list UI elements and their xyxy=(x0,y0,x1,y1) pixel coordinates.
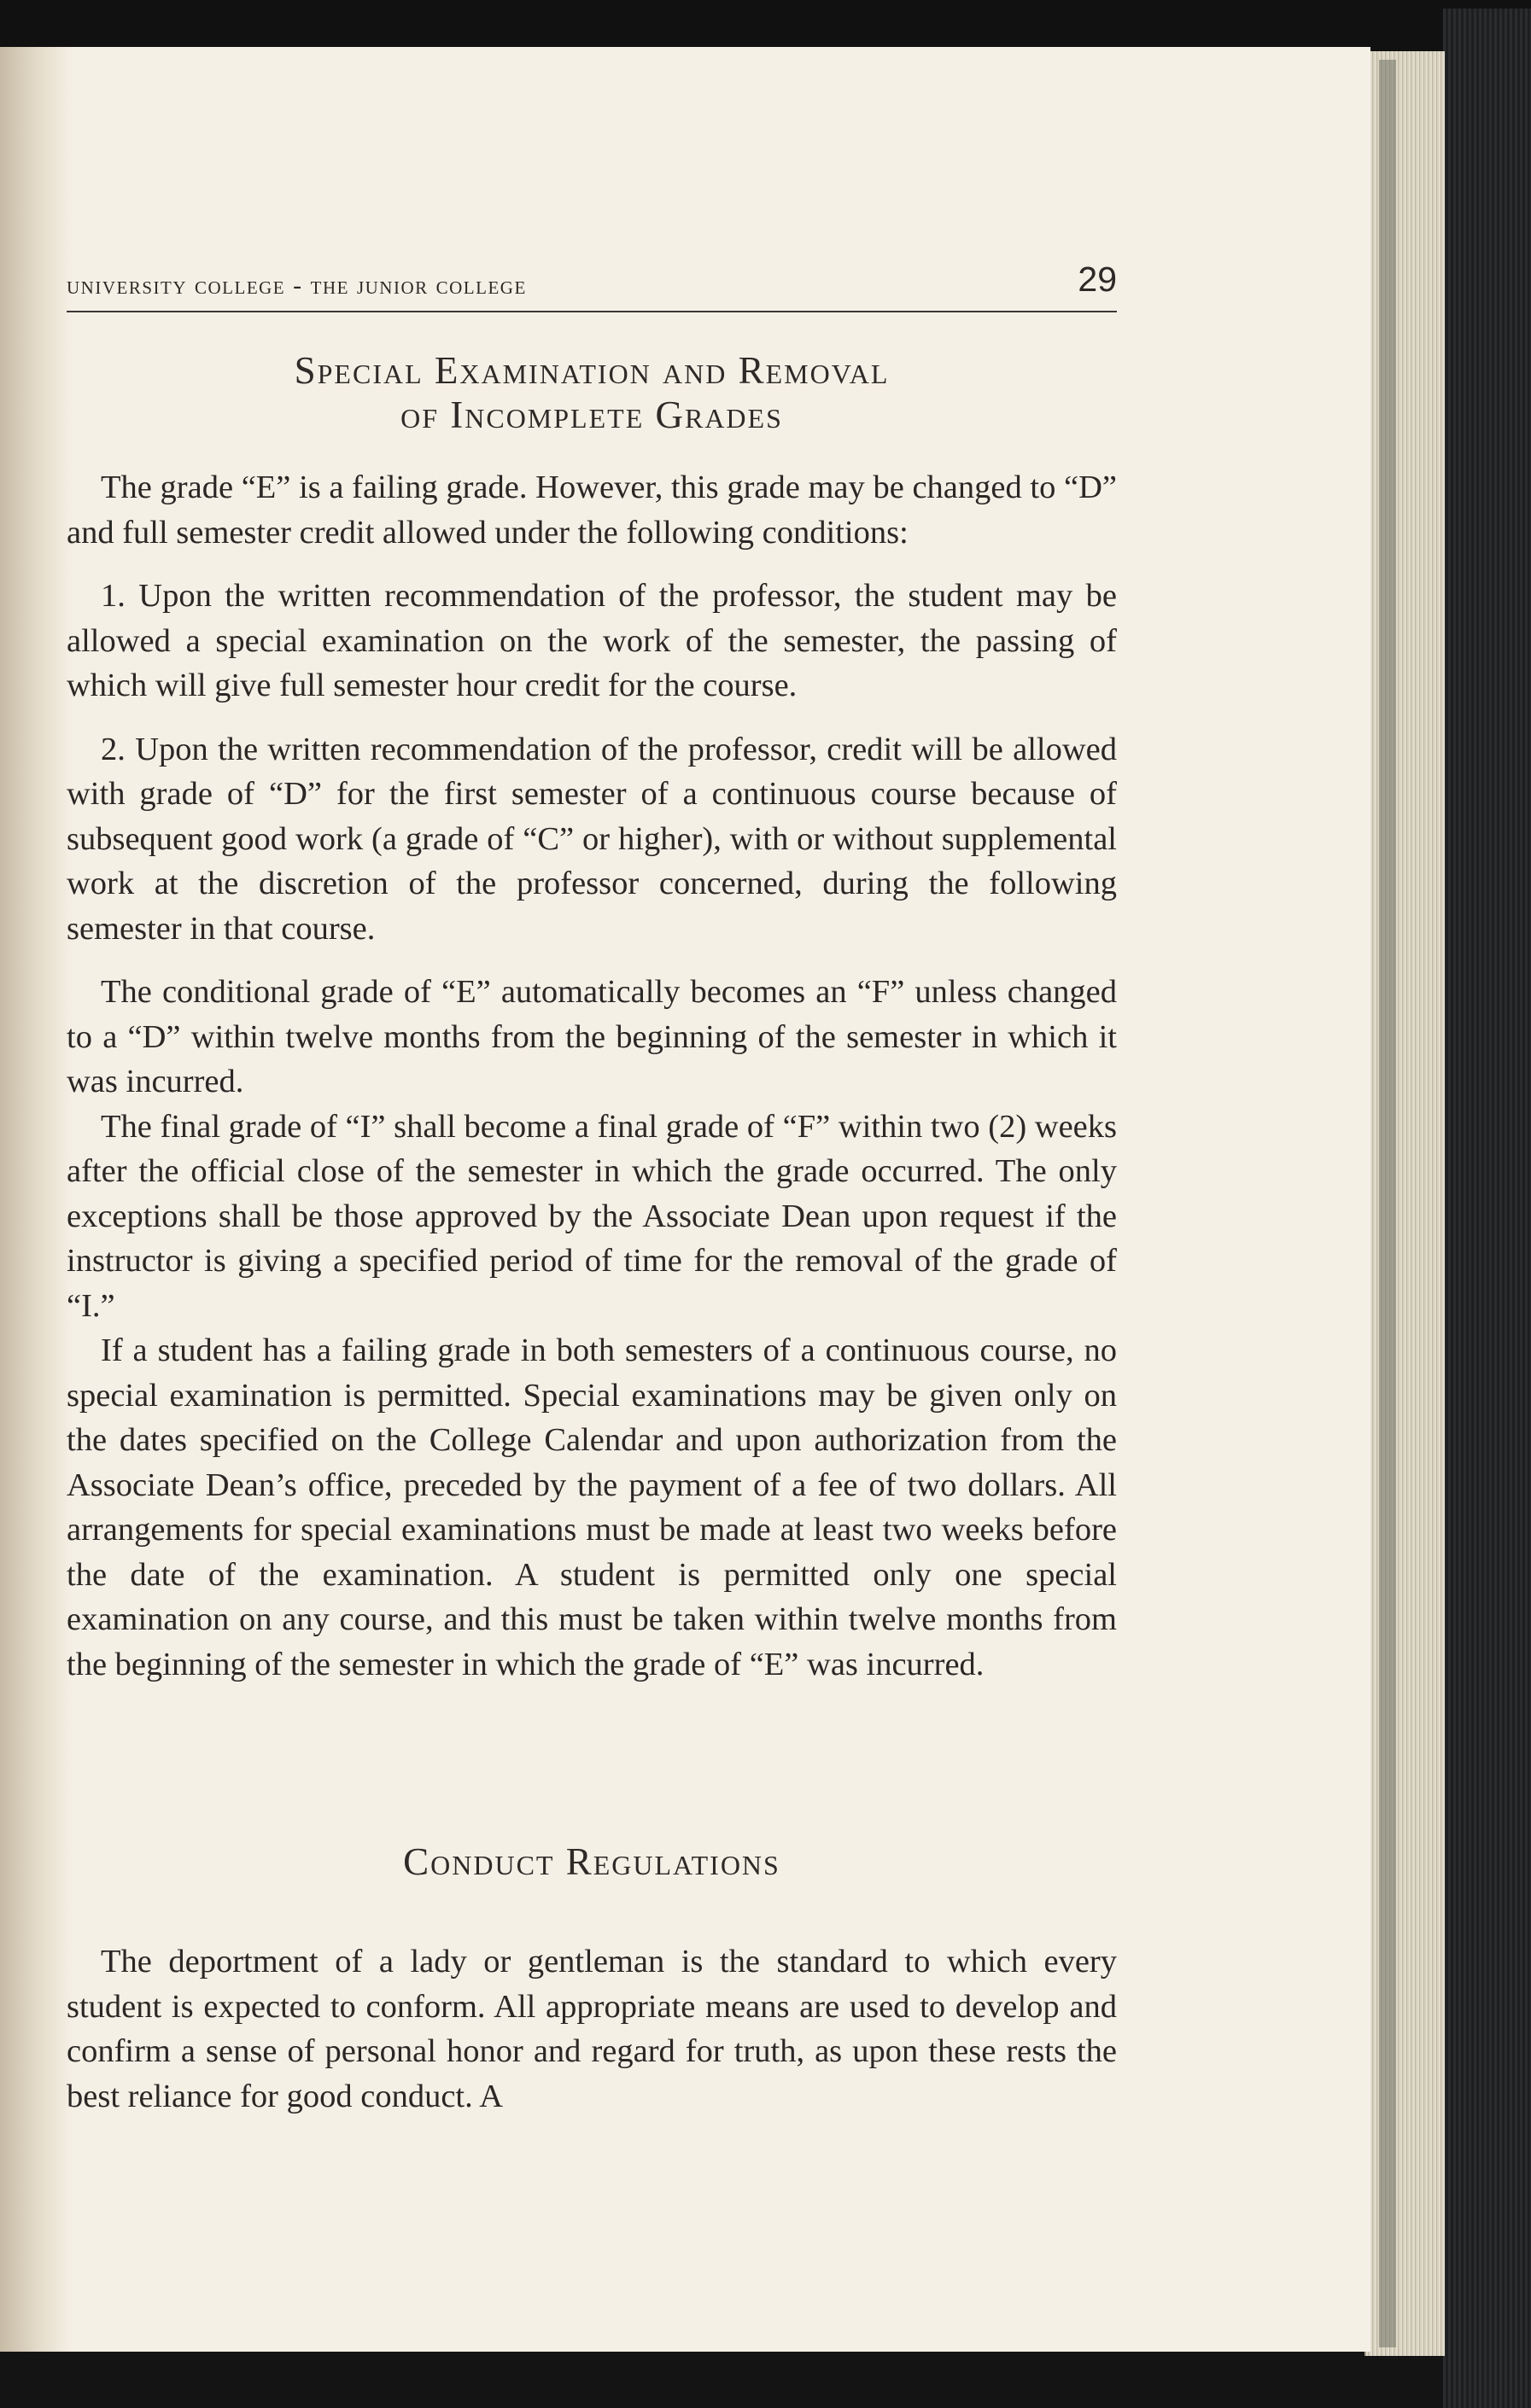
paragraph-intro: The grade “E” is a failing grade. However, this grade may be changed to “D” and full semester credit allowed under the following conditions: xyxy=(67,469,1117,551)
section-body-conduct-regulations xyxy=(67,1939,1117,2119)
book-cover-spine xyxy=(1443,9,1531,2408)
paragraph-final-grade-i: The final grade of “I” shall become a final grade of “F” within two (2) weeks after the official close of the semester in which the grade occurred. The only exceptions shall be those approved by the Associate Dean upon request if the instructor is giving a specified period of time for the removal of the grade of “I.” xyxy=(67,1108,1117,1324)
page-number: 29 xyxy=(1078,259,1117,299)
page-edge-shadow xyxy=(1379,60,1396,2347)
page-gutter-shadow xyxy=(0,47,73,2352)
paragraph-conditional-grade: The conditional grade of “E” automatically becomes an “F” unless changed to a “D” within twelve months from the beginning of the semester in which it was incurred. xyxy=(67,974,1117,1099)
section-heading-special-examination xyxy=(67,348,1117,437)
paragraph-failing-both-semesters: If a student has a failing grade in both semesters of a continuous course, no special examination is permitted. Special examinations may be given only on the dates specified on the College Calendar and upon authorization from the Associate Dean’s office, preceded by the payment of a fee of two dollars. All arrangements for special examinations must be made at least two weeks before the date of the examination. A student is permitted only one special examination on any course, and this must be taken within twelve months from the beginning of the semester in which the grade of “E” was incurred. xyxy=(67,1332,1117,1682)
paragraph-condition-2: 2. Upon the written recommendation of the professor, credit will be allowed with grade of “D” for the first semester of a continuous course because of subsequent good work (a grade of “C” or higher), with or without supplemental work at the discretion of the professor concerned, during the following semester in that course. xyxy=(67,731,1117,947)
paragraph-deportment: The deportment of a lady or gentleman is the standard to which every student is expected to conform. All appropriate means are used to develop and confirm a sense of personal honor and regard for truth, as upon these rests the best reliance for good conduct. A xyxy=(67,1944,1117,2114)
section-heading-conduct-regulations: Conduct Regulations xyxy=(403,1840,780,1883)
running-head xyxy=(67,259,1117,312)
paragraph-condition-1: 1. Upon the written recommendation of the professor, the student may be allowed a special examination on the work of the semester, the passing of which will give full semester hour credit for the course. xyxy=(67,578,1117,703)
heading-line-2: of Incomplete Grades xyxy=(400,394,783,436)
page-edges xyxy=(1364,51,1445,2356)
running-head-title: university college - the junior college xyxy=(67,271,527,300)
book-cover-top xyxy=(0,0,1531,51)
heading-line-1: Special Examination and Removal xyxy=(294,349,890,392)
section-body-special-examination xyxy=(67,465,1117,1687)
